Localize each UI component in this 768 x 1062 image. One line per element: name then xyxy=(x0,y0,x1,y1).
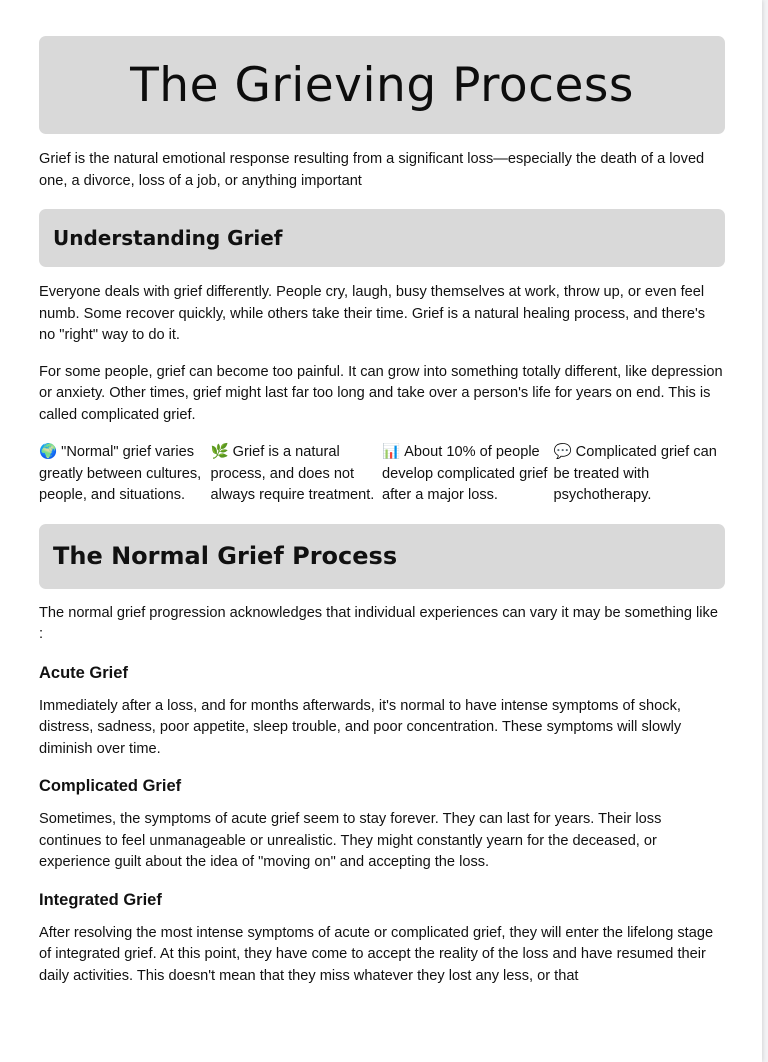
bar-chart-icon: 📊 xyxy=(382,444,401,460)
section-header-understanding xyxy=(39,209,725,267)
page-title: The Grieving Process xyxy=(130,57,634,113)
fact-text: Complicated grief can be treated with psychotherapy. xyxy=(553,444,717,503)
stage-title-complicated: Complicated Grief xyxy=(39,777,182,795)
herb-icon: 🌿 xyxy=(210,444,229,460)
section-title-normal-process: The Normal Grief Process xyxy=(53,542,398,570)
normal-intro-paragraph: The normal grief progression acknowledges that individual experiences can vary it may be something like : xyxy=(39,604,718,642)
intro-paragraph: Grief is the natural emotional response resulting from a significant loss—especially the death of a loved one, a divorce, loss of a job, or anything important xyxy=(39,151,705,189)
understanding-paragraph: For some people, grief can become too painful. It can grow into something totally different, like depression or anxiety. Other times, grief might last far too long and take over a person's life for years on end. This is called complicated grief. xyxy=(39,363,723,423)
facts-columns xyxy=(39,442,725,507)
fact-text: About 10% of people develop complicated grief after a major loss. xyxy=(382,444,548,503)
title-banner xyxy=(39,36,725,134)
fact-text: Grief is a natural process, and does not always require treatment. xyxy=(210,444,375,503)
fact-item xyxy=(39,442,211,507)
stage-title-integrated: Integrated Grief xyxy=(39,890,162,909)
section-header-normal-process xyxy=(39,524,725,589)
stage-text-complicated: Sometimes, the symptoms of acute grief seem to stay forever. They can last for years. Their loss continues to feel unmanageable or unrealistic. They might constantly yearn for the deceased, or experience guilt about the idea of "moving on" and accepting the loss. xyxy=(39,811,662,870)
fact-text: "Normal" grief varies greatly between cultures, people, and situations. xyxy=(39,444,202,503)
section-title-understanding: Understanding Grief xyxy=(53,226,283,250)
fact-item xyxy=(382,442,554,507)
document-content xyxy=(39,36,725,987)
globe-icon: 🌍 xyxy=(39,444,58,460)
stage-title-acute: Acute Grief xyxy=(39,663,128,682)
fact-item xyxy=(554,442,726,507)
stage-text-integrated: After resolving the most intense symptoms of acute or complicated grief, they will enter the lifelong stage of integrated grief. At this point, they have come to accept the reality of the loss and have resumed their daily activities. This doesn't mean that they miss whatever they lost any less, or that xyxy=(39,924,714,984)
understanding-paragraph: Everyone deals with grief differently. People cry, laugh, busy themselves at work, throw up, or even feel numb. Some recover quickly, while others take their time. Grief is a natural healing process, and there's no "right" way to do it. xyxy=(39,284,706,343)
stage-text-acute: Immediately after a loss, and for months afterwards, it's normal to have intense symptoms of shock, distress, sadness, poor appetite, sleep trouble, and poor concentration. These symptoms will slowly diminish over time. xyxy=(39,697,682,757)
fact-item xyxy=(211,442,383,507)
speech-bubble-icon: 💬 xyxy=(553,444,572,460)
